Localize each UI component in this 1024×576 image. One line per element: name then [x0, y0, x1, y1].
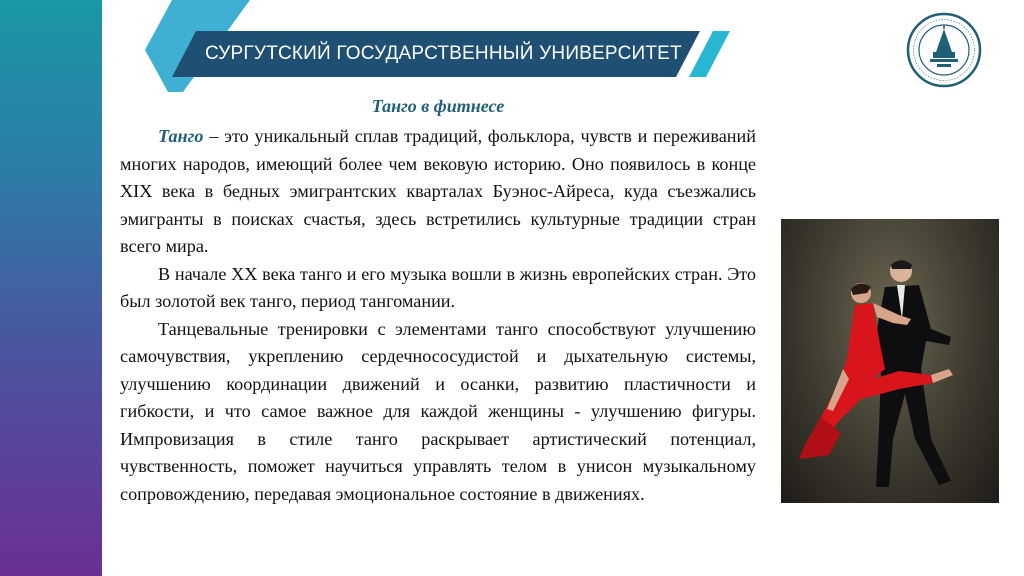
slide-body — [120, 123, 756, 508]
paragraph-1 — [120, 123, 756, 261]
header-banner — [0, 0, 760, 110]
tango-dancers-photo — [781, 219, 999, 503]
tango-highlight: Танго — [158, 126, 204, 146]
university-name: СУРГУТСКИЙ ГОСУДАРСТВЕННЫЙ УНИВЕРСИТЕТ — [205, 43, 682, 64]
university-seal-icon — [906, 12, 982, 88]
paragraph-1-text: – это уникальный сплав традиций, фольклора, чувств и переживаний многих народов, имеющий более чем вековую историю. Оно появилось в конце XIX века в бедных эмигрантских кварталах Буэнос-Айреса, куда съезжались эмигранты в поисках счастья, здесь встретились культурные традиции стран всего мира. — [120, 126, 756, 256]
paragraph-2: В начале XX века танго и его музыка вошли в жизнь европейских стран. Это был золотой век танго, период тангомании. — [120, 263, 756, 311]
paragraph-3: Танцевальные тренировки с элементами танго способствуют улучшению самочувствия, укреплению сердечнососудистой и дыхательную системы, улучшению координации движений и осанки, развитию пластичности и гибкости, и что самое важное для каждой женщины - улучшению фигуры. Импровизация в стиле танго раскрывает артистический потенциал, чувственность, поможет научиться управлять телом в унисон музыкальному сопровождению, передавая эмоциональное состояние в движениях. — [120, 318, 756, 504]
slide-title: Танго в фитнесе — [371, 96, 505, 116]
